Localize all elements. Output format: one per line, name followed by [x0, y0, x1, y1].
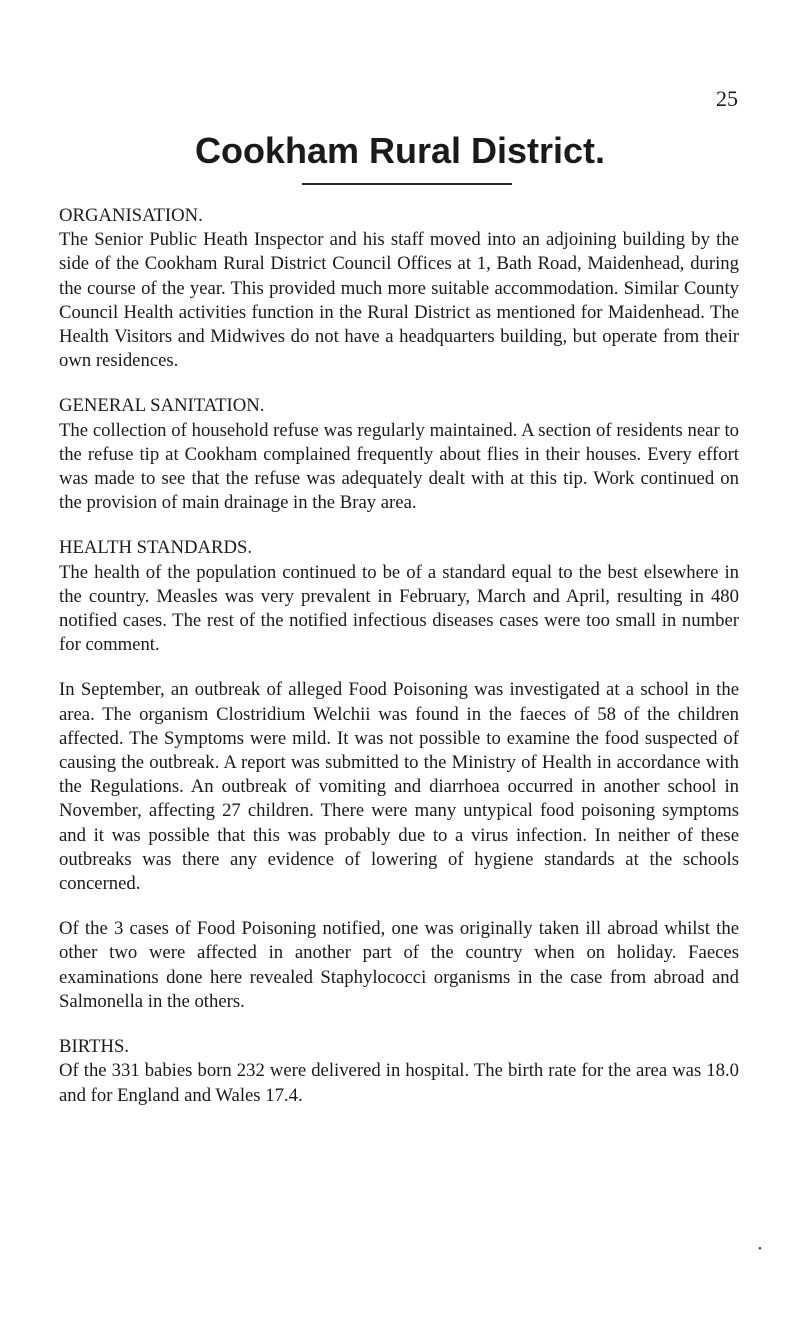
page-title: Cookham Rural District. [194, 130, 606, 171]
section-heading: ORGANISATION. [59, 205, 203, 226]
paragraph: The Senior Public Heath Inspector and his staff moved into an adjoining building by the side of the Cookham Rural District Council Offices at 1, Bath Road, Maidenhead, during the course of the year. This provided much more suitable accommodation. Similar County Council Health activities function in the Rural District as mentioned for Maidenhead. The Health Visitors and Midwives do not have a headquarters building, but operate from their own residences. [59, 229, 739, 372]
paragraph: The health of the population continued to be of a standard equal to the best elsewhere in the country. Measles was very prevalent in February, March and April, resulting in 480 notified cases. The rest of the notified infectious diseases cases were too small in number for comment. [59, 561, 739, 656]
title-underline [302, 183, 512, 185]
section-heading: GENERAL SANITATION. [59, 395, 265, 417]
print-mark: • [758, 1243, 762, 1255]
report-body [59, 204, 739, 1129]
page-number: 25 [716, 86, 738, 111]
section-organisation [59, 204, 739, 373]
section-births [59, 1035, 739, 1108]
section-general-sanitation [59, 394, 739, 515]
section-heading: BIRTHS. [59, 1036, 130, 1058]
paragraph: Of the 331 babies born 232 were delivered in hospital. The birth rate for the area was 18.0 and for England and Wales 17.4. [59, 1060, 739, 1106]
paragraph: In September, an outbreak of alleged Food Poisoning was investigated at a school in the area. The organism Clostridium Welchii was found in the faeces of 58 of the children affected. The Symptoms were mild. It was not possible to examine the food suspected of causing the outbreak. A report was submitted to the Ministry of Health in accordance with the Regulations. An outbreak of vomiting and diarrhoea occurred in another school in November, affecting 27 children. There were many untypical food poisoning symptoms and it was possible that this was probably due to a virus infection. In neither of these outbreaks was there any evidence of lowering of hygiene standards at the schools concerned. [59, 679, 739, 895]
section-health-standards [59, 536, 739, 1014]
paragraph: Of the 3 cases of Food Poisoning notified, one was originally taken ill abroad whilst the other two were affected in another part of the country when on holiday. Faeces examinations done here revealed Staphylococci organisms in the case from abroad and Salmonella in the others. [59, 918, 739, 1012]
paragraph: The collection of household refuse was regularly maintained. A section of residents near to the refuse tip at Cookham complained frequently about flies in their houses. Every effort was made to see that the refuse was adequately dealt with at this tip. Work continued on the provision of main drainage in the Bray area. [59, 419, 739, 514]
section-heading: HEALTH STANDARDS. [59, 537, 253, 559]
